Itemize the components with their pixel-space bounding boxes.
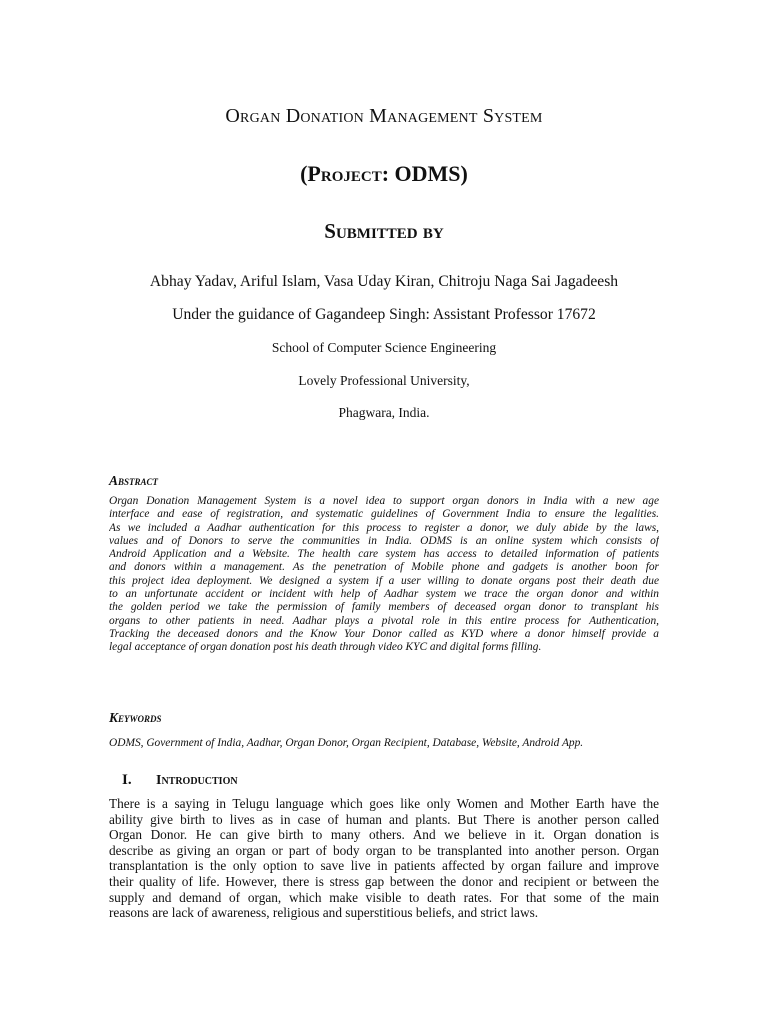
introduction-line: Organ Donor. He can give birth to many others. And we believe in it. Organ donation is bbox=[109, 827, 659, 843]
introduction-line: reasons are lack of awareness, religious and superstitious beliefs, and strict laws. bbox=[109, 905, 539, 921]
introduction-line: There is a saying in Telugu language which goes like only Women and Mother Earth have the bbox=[109, 796, 659, 811]
abstract-line: Android Application and a Website. The health care system has access to detailed information of patients bbox=[109, 548, 659, 561]
abstract-line: values and of Donors to serve the communities in India. ODMS is an online system which consists of bbox=[109, 534, 659, 547]
introduction-line: describe as giving an organ or part of body organ to be transplanted into another person. Organ bbox=[109, 842, 659, 858]
city-affiliation: Phagwara, India. bbox=[338, 405, 430, 420]
abstract-line: As we included a Aadhar authentication for this process to register a donor, we duly abide by the laws, bbox=[109, 521, 659, 534]
abstract-body bbox=[109, 495, 659, 655]
section-number: I. bbox=[122, 772, 132, 788]
university-affiliation: Lovely Professional University, bbox=[298, 373, 470, 388]
keywords-heading: Keywords bbox=[109, 710, 162, 725]
project-name: (Project: ODMS) bbox=[300, 161, 468, 186]
paper-title: Organ Donation Management System bbox=[225, 105, 543, 127]
school-affiliation: School of Computer Science Engineering bbox=[271, 340, 497, 355]
abstract-line: interface and ease of registration, and systematic guidelines of Government India to ensure the legalities. bbox=[109, 508, 659, 521]
author-list: Abhay Yadav, Ariful Islam, Vasa Uday Kiran, Chitroju Naga Sai Jagadeesh bbox=[149, 273, 619, 290]
section-title: Introduction bbox=[156, 773, 238, 788]
abstract-line: Tracking the deceased donors and the Know Your Donor called as KYD where a donor himself provide a bbox=[109, 627, 659, 640]
introduction-line: their quality of life. However, there is stress gap between the donor and recipient or between the bbox=[109, 873, 659, 889]
introduction-line: ability give birth to lives as in case of human and plants. But There is another person called bbox=[109, 811, 659, 827]
introduction-body bbox=[109, 796, 659, 921]
keywords-text: ODMS, Government of India, Aadhar, Organ Donor, Organ Recipient, Database, Website, Android App. bbox=[109, 737, 584, 749]
abstract-line: legal acceptance of organ donation post his death through video KYC and digital forms filling. bbox=[109, 641, 542, 654]
introduction-line: transplantation is the only option to save live in patients affected by organ failure and improve bbox=[109, 858, 659, 874]
guidance-line: Under the guidance of Gagandeep Singh: Assistant Professor 17672 bbox=[172, 306, 596, 323]
abstract-line: organs to other patients in need. Aadhar plays a pivotal role in this entire process for Authentication, bbox=[109, 614, 659, 627]
abstract-line: Organ Donation Management System is a novel idea to support organ donors in India with a new age bbox=[109, 495, 659, 507]
abstract-line: and donors within a management. As the penetration of Mobile phone and gadgets is another boon for bbox=[109, 561, 659, 574]
abstract-heading: Abstract bbox=[109, 473, 159, 488]
abstract-line: to an unfortunate accident or incident with help of Aadhar system we trace the organ donor and within bbox=[109, 588, 659, 601]
introduction-line: supply and demand of organ, which make visible to death rates. For that some of the main bbox=[109, 889, 659, 905]
abstract-line: this project idea deployment. We designed a system if a user willing to donate organs post their death due bbox=[109, 574, 659, 587]
introduction-heading bbox=[122, 770, 238, 791]
abstract-line: the golden period we take the permission of family members of deceased organ donor to transplant his bbox=[109, 601, 659, 614]
submitted-by-heading: Submitted by bbox=[324, 219, 444, 243]
